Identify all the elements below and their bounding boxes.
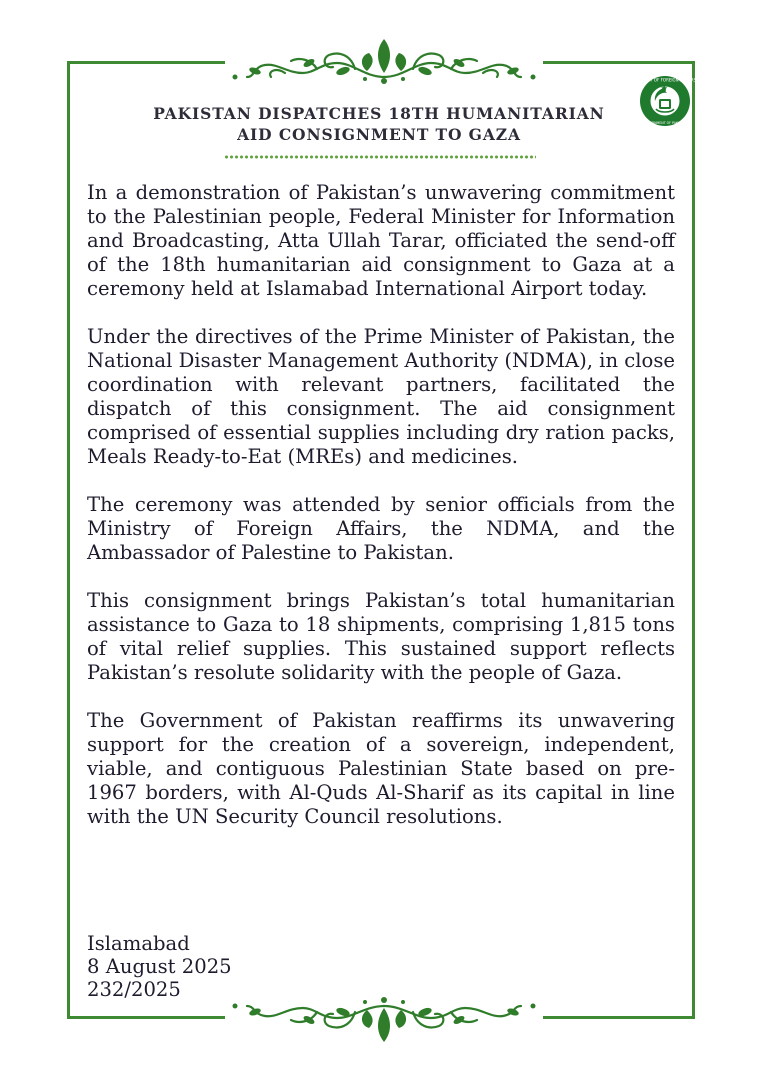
page-title: PAKISTAN DISPATCHES 18TH HUMANITARIAN AID CONSIGNMENT TO GAZA <box>153 104 605 144</box>
floral-ornament-icon <box>225 990 543 1046</box>
bottom-ornament <box>225 990 543 1046</box>
place-line: Islamabad <box>87 932 190 955</box>
paragraph-2: Under the directives of the Prime Minister of Pakistan, the National Disaster Management Authority (NDMA), in close coordination with relevant partners, facilitated the dispatch of this consignment. The aid consignment comprised of essential supplies including dry ration packs, Meals Ready-to-Eat (MREs) and medicines. <box>87 325 675 468</box>
seal-bottom-text: GOVERNMENT OF PAKISTAN <box>642 121 688 125</box>
floral-ornament-icon <box>225 33 543 89</box>
reference-number: 232/2025 <box>87 978 181 1001</box>
title-divider <box>224 155 536 159</box>
paragraph-5: The Government of Pakistan reaffirms its unwavering support for the creation of a sovereign, independent, viable, and contiguous Palestinian State based on pre-1967 borders, with Al-Quds Al-Sharif as its capital in line with the UN Security Council resolutions. <box>87 709 675 828</box>
seal-top-text: MINISTRY OF FOREIGN AFFAIRS <box>633 77 697 83</box>
press-release-body <box>87 181 675 853</box>
paragraph-4: This consignment brings Pakistan’s total humanitarian assistance to Gaza to 18 shipments, comprising 1,815 tons of vital relief supplies. This sustained support reflects Pakistan’s resolute solidarity with the people of Gaza. <box>87 589 675 684</box>
paragraph-3: The ceremony was attended by senior officials from the Ministry of Foreign Affairs, the NDMA, and the Ambassador of Palestine to Pakistan. <box>87 493 675 564</box>
top-ornament <box>225 33 543 89</box>
ministry-seal-icon <box>633 75 697 127</box>
paragraph-1: In a demonstration of Pakistan’s unwavering commitment to the Palestinian people, Federal Minister for Information and Broadcasting, Atta Ullah Tarar, officiated the send-off of the 18th humanitarian aid consignment to Gaza at a ceremony held at Islamabad International Airport today. <box>87 181 675 300</box>
date-line: 8 August 2025 <box>87 955 232 978</box>
